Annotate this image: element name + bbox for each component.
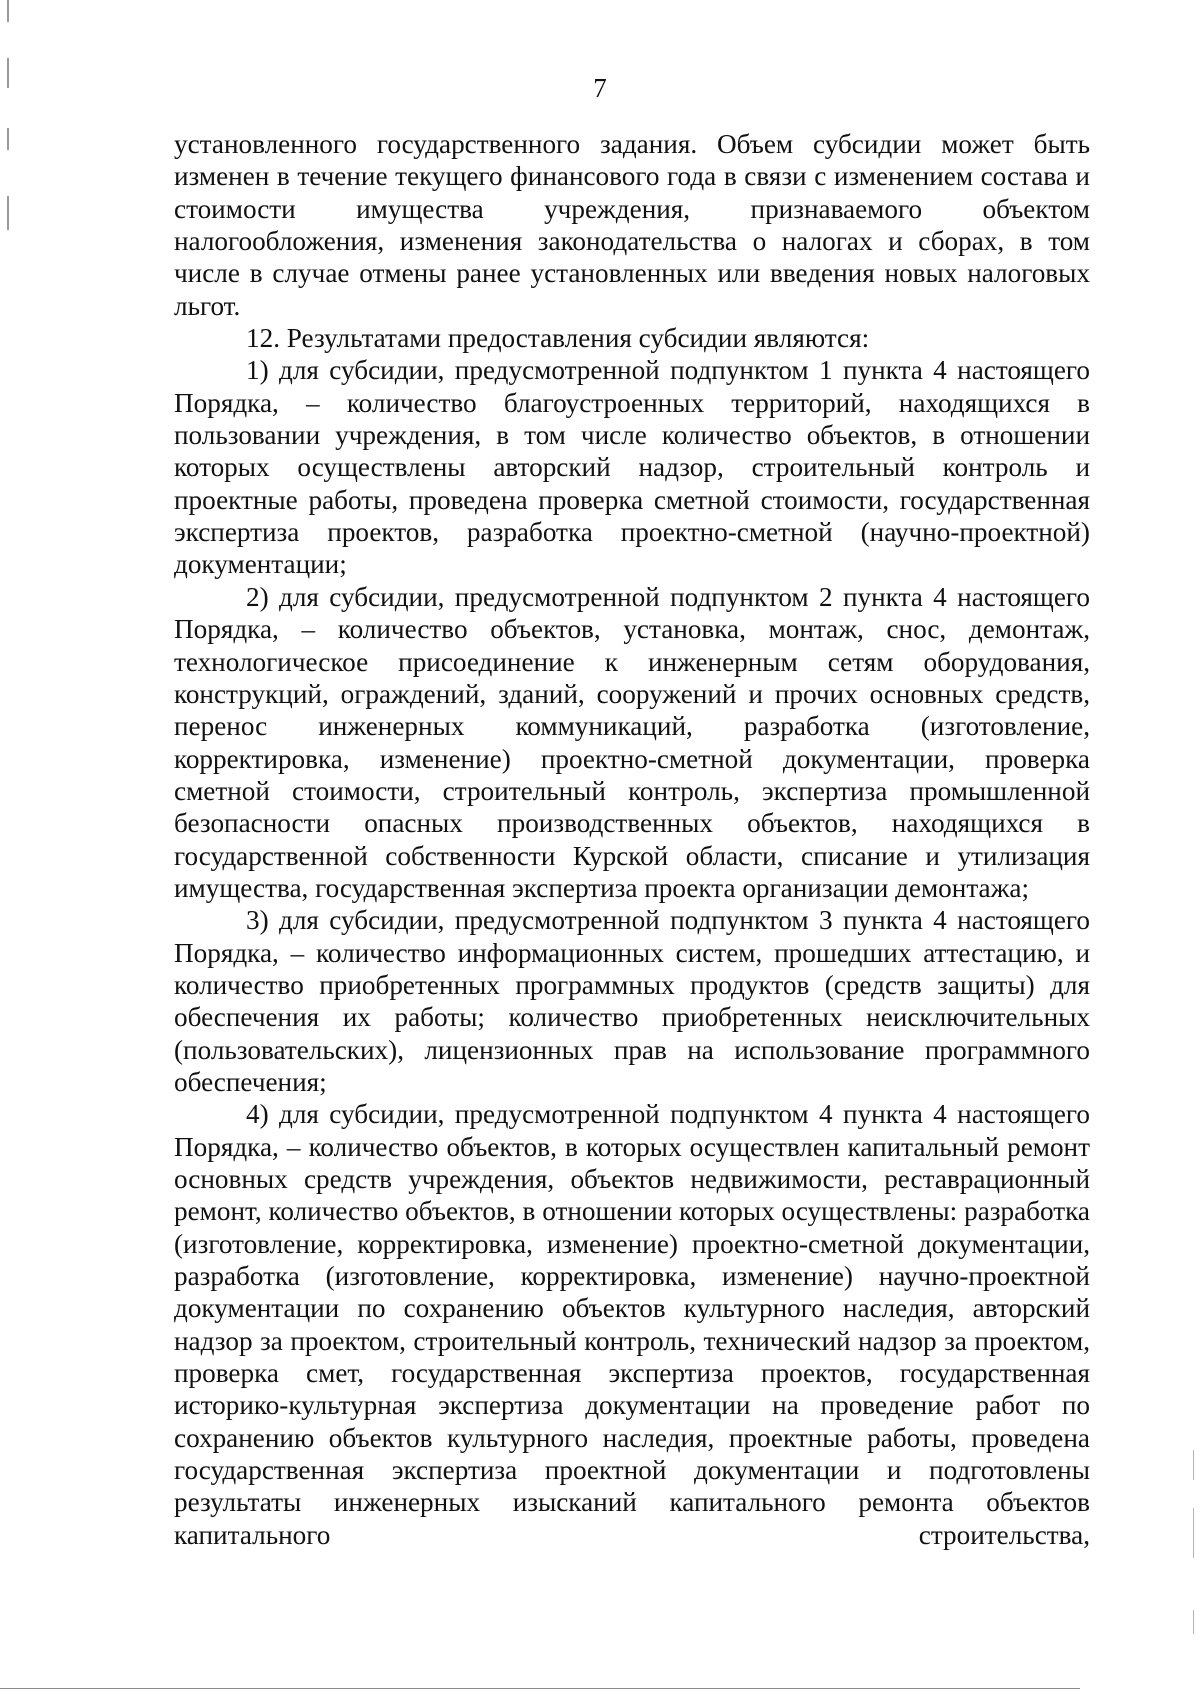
document-body	[174, 128, 1090, 1551]
paragraph-subitem-1: 1) для субсидии, предусмотренной подпунктом 1 пункта 4 настоящего Порядка, – количество благоустроенных территорий, находящихся в пользовании учреждения, в том числе количество объектов, в отношении которых осуществлены авторский надзор, строительный контроль и проектные работы, проведена проверка сметной стоимости, государственная экспертиза проектов, разработка проектно-сметной (научно-проектной) документации;	[174, 355, 1090, 580]
paragraph-item-12: 12. Результатами предоставления субсидии являются:	[246, 323, 870, 354]
scan-edge-mark	[7, 196, 9, 230]
paragraph-subitem-3: 3) для субсидии, предусмотренной подпунктом 3 пункта 4 настоящего Порядка, – количество информационных систем, прошедших аттестацию, и количество приобретенных программных продуктов (средств защиты) для обеспечения их работы; количество приобретенных неисключительных (пользовательских), лицензионных прав на использование программного обеспечения;	[174, 905, 1090, 1097]
scan-edge-mark	[1193, 1508, 1194, 1558]
scan-edge-mark	[7, 0, 9, 22]
scan-bottom-edge	[0, 1688, 1080, 1689]
scan-edge-mark	[1193, 1610, 1194, 1634]
paragraph-continuation: установленного государственного задания. Объем субсидии может быть изменен в течение текущего финансового года в связи с изменением состава и стоимости имущества учреждения, признаваемого объектом налогообложения, изменения законодательства о налогах и сборах, в том числе в случае отмены ранее установленных или введения новых налоговых льгот.	[174, 129, 1090, 321]
scan-edge-mark	[1193, 1450, 1194, 1480]
scan-edge-mark	[7, 128, 9, 150]
page-number: 7	[593, 73, 607, 103]
paragraph-subitem-4: 4) для субсидии, предусмотренной подпунктом 4 пункта 4 настоящего Порядка, – количество объектов, в которых осуществлен капитальный ремонт основных средств учреждения, объектов недвижимости, реставрационный ремонт, количество объектов, в отношении которых осуществлены: разработка (изготовление, корректировка, изменение) проектно-сметной документации, разработка (изготовление, корректировка, изменение) научно-проектной документации по сохранению объектов культурного наследия, авторский надзор за проектом, строительный контроль, технический надзор за проектом, проверка смет, государственная экспертиза проектов, государственная историко-культурная экспертиза документации на проведение работ по сохранению объектов культурного наследия, проектные работы, проведена государственная экспертиза проектной документации и подготовлены результаты инженерных изысканий капитального ремонта объектов капитального строительства,	[174, 1099, 1090, 1550]
paragraph-subitem-2: 2) для субсидии, предусмотренной подпунктом 2 пункта 4 настоящего Порядка, – количество объектов, установка, монтаж, снос, демонтаж, технологическое присоединение к инженерным сетям оборудования, конструкций, ограждений, зданий, сооружений и прочих основных средств, перенос инженерных коммуникаций, разработка (изготовление, корректировка, изменение) проектно-сметной документации, проверка сметной стоимости, строительный контроль, экспертиза промышленной безопасности опасных производственных объектов, находящихся в государственной собственности Курской области, списание и утилизация имущества, государственная экспертиза проекта организации демонтажа;	[174, 581, 1090, 903]
